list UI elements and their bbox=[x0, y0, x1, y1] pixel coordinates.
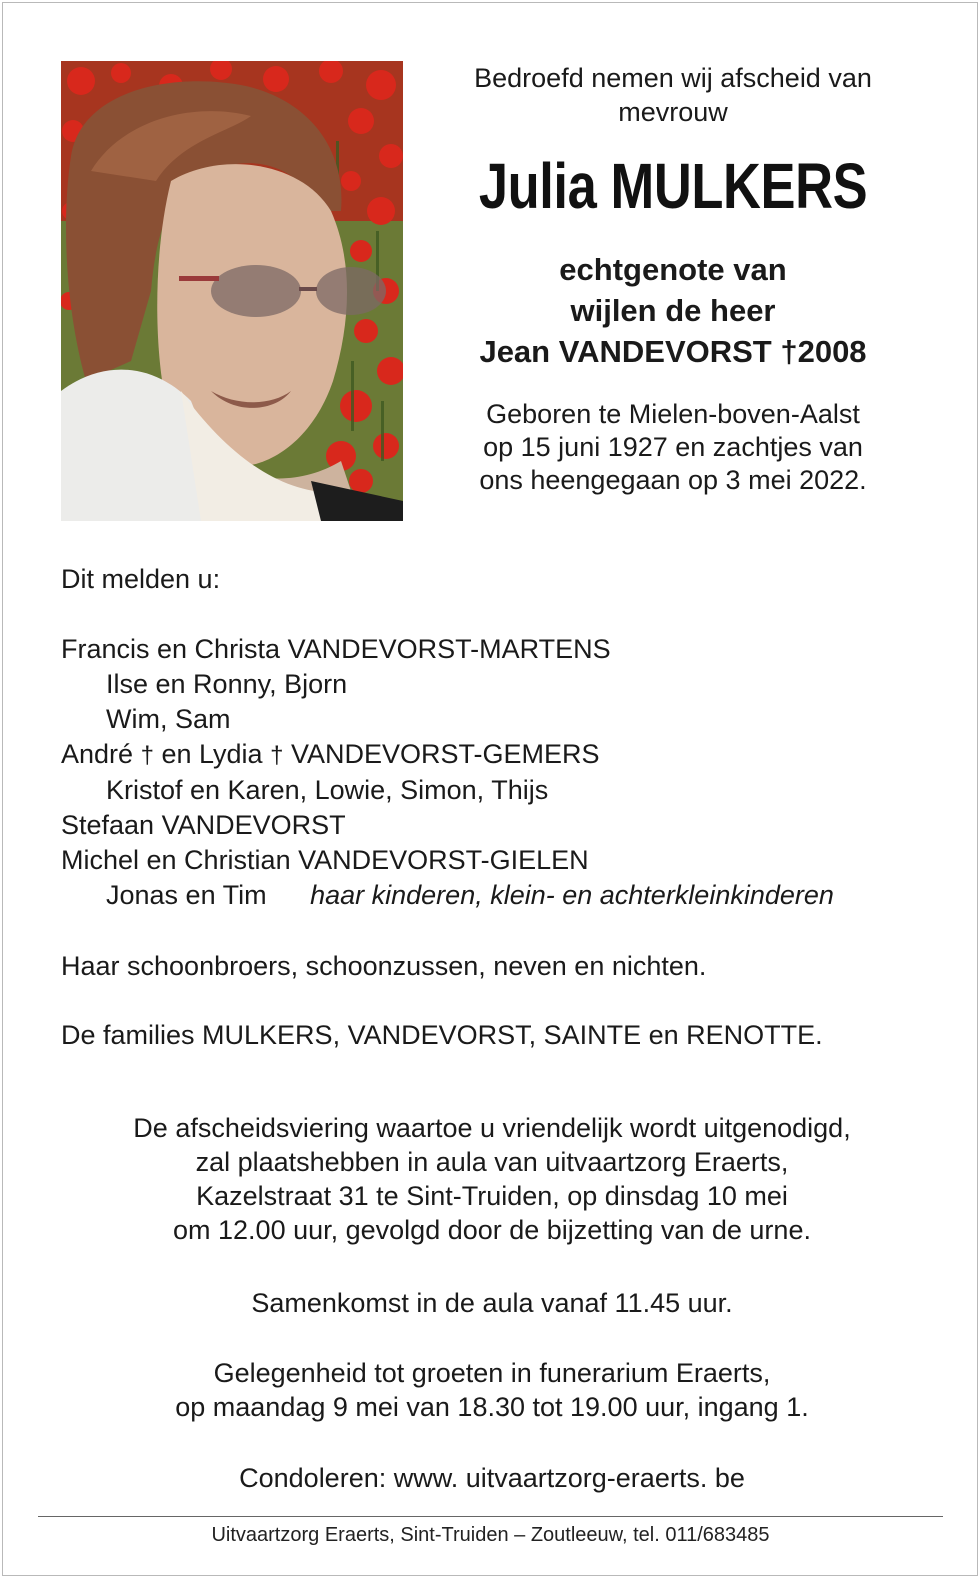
cross-icon: † bbox=[270, 742, 284, 769]
portrait-photo bbox=[61, 61, 403, 521]
born-line: ons heengegaan op 3 mei 2022. bbox=[479, 465, 867, 495]
condolences-text: Condoleren: www. uitvaartzorg-eraerts. be bbox=[239, 1463, 745, 1493]
spouse-line: Jean VANDEVORST †2008 bbox=[479, 334, 867, 369]
family-line: Francis en Christa VANDEVORST-MARTENS bbox=[61, 634, 611, 664]
spouse-line: echtgenote van bbox=[559, 252, 787, 287]
announce-text: Dit melden u: bbox=[61, 564, 221, 594]
family-name: André bbox=[61, 739, 134, 769]
ceremony-line: zal plaatshebben in aula van uitvaartzorg Eraerts, bbox=[195, 1147, 789, 1177]
birth-death-info bbox=[428, 398, 918, 497]
visit-line: op maandag 9 mei van 18.30 tot 19.00 uur, ingang 1. bbox=[175, 1392, 809, 1422]
family-name: VANDEVORST-GEMERS bbox=[290, 739, 600, 769]
cross-icon: † bbox=[140, 742, 154, 769]
deceased-name: Julia MULKERS bbox=[478, 150, 868, 222]
family-name: en Lydia bbox=[161, 739, 263, 769]
intro-line: Bedroefd nemen wij afscheid van bbox=[474, 63, 872, 93]
intro-line: mevrouw bbox=[618, 97, 728, 127]
ceremony-line: De afscheidsviering waartoe u vriendelijk wordt uitgenodigd, bbox=[133, 1113, 851, 1143]
family-line: Michel en Christian VANDEVORST-GIELEN bbox=[61, 845, 589, 875]
ceremony-line: om 12.00 uur, gevolgd door de bijzetting van de urne. bbox=[173, 1215, 811, 1245]
gathering-text: Samenkomst in de aula vanaf 11.45 uur. bbox=[251, 1288, 733, 1318]
born-line: Geboren te Mielen-boven-Aalst bbox=[486, 399, 860, 429]
family-line bbox=[61, 737, 941, 773]
portrait-image bbox=[61, 61, 403, 521]
ceremony-line: Kazelstraat 31 te Sint-Truiden, op dinsdag 10 mei bbox=[196, 1181, 788, 1211]
family-line: Ilse en Ronny, Bjorn bbox=[106, 669, 348, 699]
family-line bbox=[61, 878, 941, 913]
family-name: Jonas en Tim bbox=[106, 880, 267, 910]
footer-divider bbox=[38, 1516, 943, 1517]
obituary-page bbox=[2, 2, 978, 1576]
spouse-line: wijlen de heer bbox=[570, 293, 776, 328]
families-text: De families MULKERS, VANDEVORST, SAINTE en RENOTTE. bbox=[61, 1020, 823, 1050]
family-line: Stefaan VANDEVORST bbox=[61, 810, 346, 840]
relation-note: haar kinderen, klein- en achterkleinkinderen bbox=[310, 880, 834, 910]
inlaws-text: Haar schoonbroers, schoonzussen, neven en nichten. bbox=[61, 951, 707, 981]
footer-text: Uitvaartzorg Eraerts, Sint-Truiden – Zoutleeuw, tel. 011/683485 bbox=[211, 1524, 770, 1546]
ceremony-text bbox=[33, 1111, 951, 1247]
header-block bbox=[428, 61, 918, 497]
family-line: Kristof en Karen, Lowie, Simon, Thijs bbox=[106, 775, 549, 805]
visit-line: Gelegenheid tot groeten in funerarium Eraerts, bbox=[213, 1358, 771, 1388]
family-line: Wim, Sam bbox=[106, 704, 231, 734]
family-list bbox=[61, 632, 941, 913]
intro-text bbox=[428, 61, 918, 129]
visitation-text bbox=[33, 1356, 951, 1424]
born-line: op 15 juni 1927 en zachtjes van bbox=[483, 432, 863, 462]
spouse-info bbox=[428, 249, 918, 372]
